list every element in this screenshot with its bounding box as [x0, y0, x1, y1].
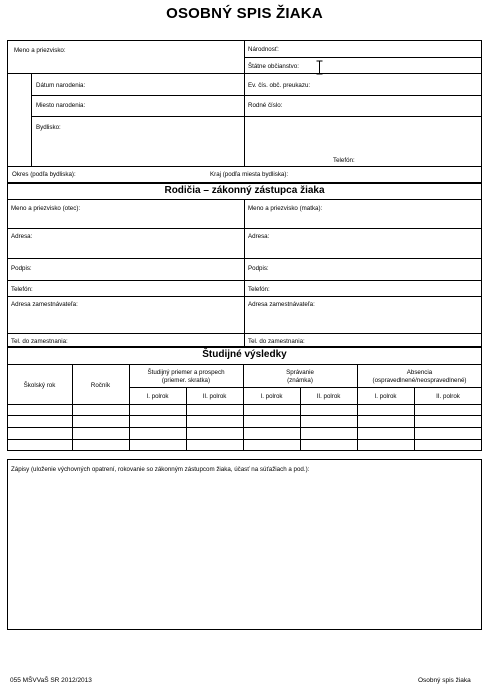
col-absence-title: Absencia	[406, 369, 433, 376]
col-school-year: Školský rok	[23, 382, 56, 389]
col-absence-subtitle: (ospravedlnené/neospravedlnené)	[372, 377, 467, 384]
absence-half2: II. polrok	[436, 393, 460, 400]
notes-label: Zápisy (uloženie výchovných opatrení, rokovanie so zákonným zástupcom žiaka, účasť na súťažiach a pod.):	[11, 466, 310, 473]
absence-half1: I. polrok	[374, 393, 397, 400]
mother-phone-label: Telefón:	[248, 286, 270, 293]
col-average-title: Študijný priemer a prospech	[147, 369, 225, 376]
col-behavior-title: Správanie	[286, 369, 314, 376]
average-half1: I. polrok	[146, 393, 169, 400]
father-address-label: Adresa:	[11, 233, 33, 240]
results-heading: Študijné výsledky	[202, 349, 287, 360]
name-label: Meno a priezvisko:	[14, 47, 66, 54]
district-label: Okres (podľa bydliska):	[12, 171, 76, 178]
mother-employer-label: Adresa zamestnávateľa:	[248, 301, 315, 308]
father-employer-label: Adresa zamestnávateľa:	[11, 301, 78, 308]
mother-address-label: Adresa:	[248, 233, 270, 240]
page-title: OSOBNÝ SPIS ŽIAKA	[166, 5, 323, 22]
father-work-phone-label: Tel. do zamestnania:	[11, 338, 68, 345]
average-half2: II. polrok	[202, 393, 227, 400]
notes-box	[7, 459, 482, 630]
footer-right: Osobný spis žiaka	[418, 677, 471, 684]
citizenship-label: Štátne občianstvo:	[248, 63, 299, 70]
mother-name-label: Meno a priezvisko (matka):	[248, 205, 323, 212]
region-label: Kraj (podľa miesta bydliska):	[210, 171, 289, 178]
birth-place-label: Miesto narodenia:	[36, 102, 86, 109]
col-grade: Ročník	[90, 382, 111, 389]
mother-signature-label: Podpis:	[248, 265, 269, 272]
father-phone-label: Telefón:	[11, 286, 33, 293]
parents-heading: Rodičia – zákonný zástupca žiaka	[164, 185, 325, 196]
father-name-label: Meno a priezvisko (otec):	[11, 205, 81, 212]
phone-label: Telefón:	[333, 157, 355, 164]
behavior-half2: II. polrok	[316, 393, 341, 400]
col-behavior-subtitle: (známka)	[287, 377, 313, 384]
nationality-label: Národnosť:	[248, 46, 279, 53]
father-signature-label: Podpis:	[11, 265, 32, 272]
text-cursor-icon	[316, 60, 323, 75]
footer-left: 055 MŠVVaŠ SR 2012/2013	[10, 677, 92, 684]
col-average-subtitle: (priemer. skratka)	[161, 377, 211, 384]
behavior-half1: I. polrok	[260, 393, 283, 400]
birth-number-label: Rodné číslo:	[248, 102, 283, 109]
residence-label: Bydlisko:	[36, 124, 61, 131]
id-card-label: Ev. čís. obč. preukazu:	[248, 82, 311, 89]
mother-work-phone-label: Tel. do zamestnania:	[248, 338, 305, 345]
birth-date-label: Dátum narodenia:	[36, 82, 86, 89]
